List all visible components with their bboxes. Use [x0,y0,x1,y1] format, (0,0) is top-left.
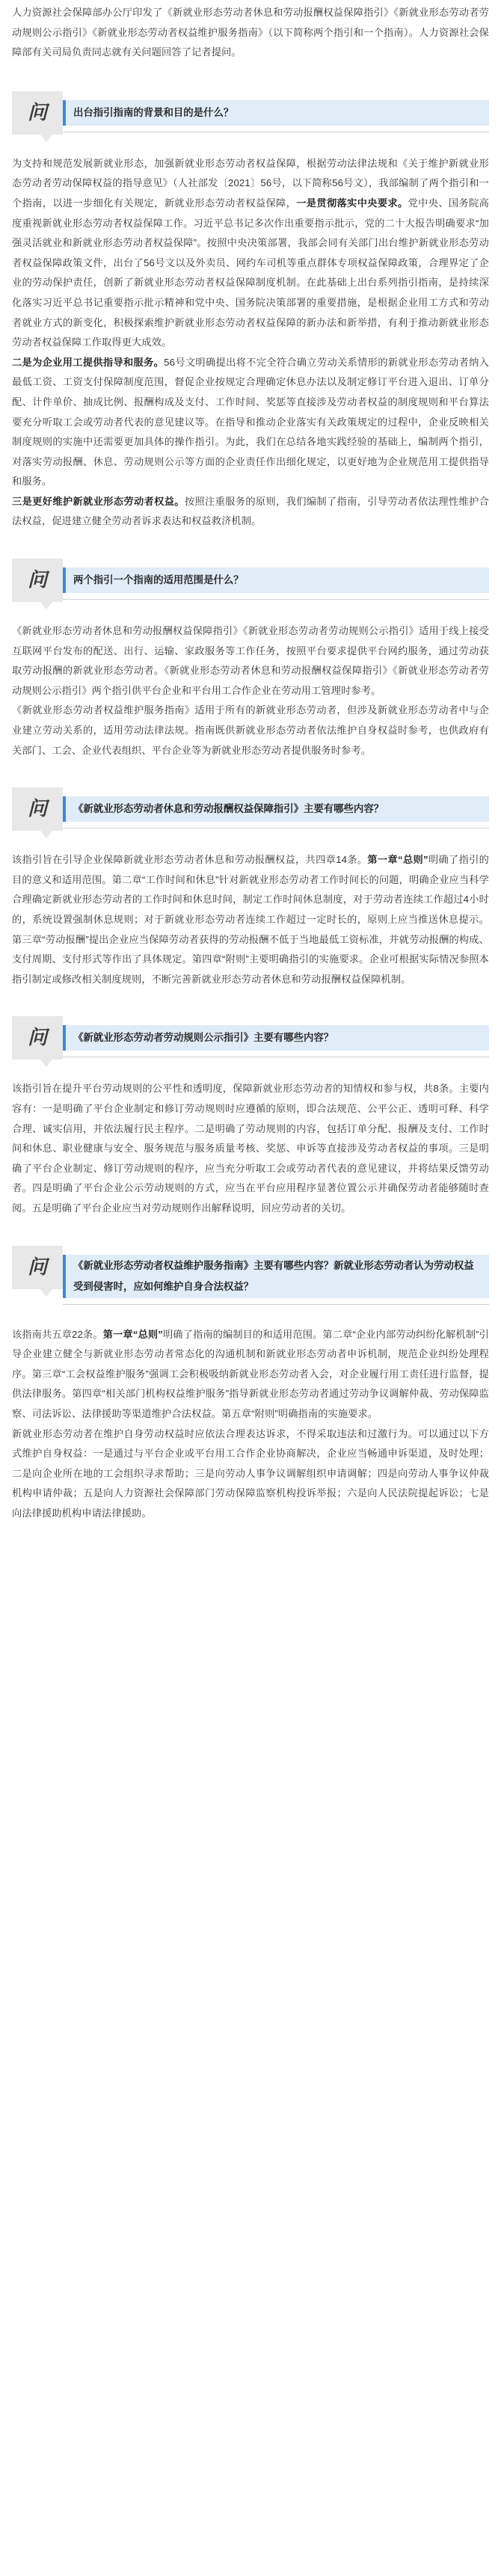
paragraph-emphasis: 三是更好维护新就业形态劳动者权益。 [12,495,185,507]
intro-paragraph: 人力资源社会保障部办公厅印发了《新就业形态劳动者休息和劳动报酬权益保障指引》《新就业形态劳动者劳动规则公示指引》《新就业形态劳动者权益维护服务指南》（以下简称两个指引和一个指南）。人力资源社会保障部有关司局负责同志就有关问题回答了记者提问。 [12,7,489,58]
section-title: 《新就业形态劳动者劳动规则公示指引》主要有哪些内容？ [73,1032,334,1044]
paragraph-text: 56号文明确提出将不完全符合确立劳动关系情形的新就业形态劳动者纳入最低工资、工资支付保障制度范围，督促企业按规定合理确定休息办法以及制定修订平台进入退出、订单分配、计件单价、抽成比例、报酬构成及支付、工作时间、奖惩等直接涉及劳动者权益的制度规则和平台算法要充分听取工会或劳动者代表的意见建议等。在指导和推动企业落实有关政策规定的过程中，企业反映相关制度规则的实施中还需要更加具体的操作指引。为此，我们在总结各地实践经验的基础上，编制两个指引，对落实劳动报酬、休息、劳动规则公示等方面的企业责任作出细化规定，以更好地为企业规范用工提供指导和服务。 [12,356,490,488]
question-marker-text: 问 [27,1027,47,1050]
section-spacer [0,1219,501,1238]
section-header [0,551,501,609]
paragraph-text: 党中央、国务院高度重视新就业形态劳动者权益保障工作。习近平总书记多次作出重要指示批示，党的二十大报告明确要求“加强灵活就业和新就业形态劳动者权益保障”。按照中央决策部署，我部会同有关部门出台维护新就业形态劳动者权益保障政策文件，出台了56号文以及外卖员、网约车司机等重点群体专项权益保障政策，合理界定了企业的劳动保护责任，创新了新就业形态劳动者权益保障制度机制。在此基础上出台系列指引指南，是持续深化落实习近平总书记重要指示批示精神和党中央、国务院决策部署的重要措施，是根据企业用工方式和劳动者就业方式的新变化，积极探索维护新就业形态劳动者权益保障的新办法和新举措，有利于推动新就业形态劳动者权益保障工作取得更大成效。 [12,197,489,348]
section-header [0,84,501,142]
paragraph-text: 《新就业形态劳动者权益维护服务指南》适用于所有的新就业形态劳动者，但涉及新就业形态劳动者中与企业建立劳动关系的，适用劳动法律法规。指南既供新就业形态劳动者依法维护自身权益时参考，也供政府有关部门、工会、企业代表组织、平台企业等为新就业形态劳动者提供服务时参考。 [12,704,489,756]
paragraph-text: 该指引旨在提升平台劳动规则的公平性和透明度，保障新就业形态劳动者的知情权和参与权，共8条。 [12,1083,459,1095]
body-paragraph [12,850,489,989]
paragraph-emphasis: 一是贯彻落实中央要求。 [296,197,408,209]
paragraph-text: 该指引旨在引导企业保障新就业形态劳动者休息和劳动报酬权益，共四章14条。 [12,854,368,866]
paragraph-text: 明确了指南的编制目的和适用范围。第二章“企业内部劳动纠纷化解机制”引导企业建立健全与新就业形态劳动者常态化的沟通机制和新就业形态劳动者申诉机制，规范企业纠纷处理程序。第三章“工会权益维护服务”强调工会积极吸纳新就业形态劳动者入会，对企业履行用工责任进行监督，提供法律服务。第四章“相关部门机构权益维护服务”指导新就业形态劳动者通过劳动争议调解仲裁、劳动保障监察、司法诉讼、法律援助等渠道维护合法权益。第五章“附则”明确指南的实施要求。 [12,1328,489,1419]
body-paragraph [12,1325,489,1424]
paragraph-emphasis: 第一章“总则” [102,1328,163,1340]
section-divider [63,1304,489,1305]
body-paragraph [12,353,489,492]
question-marker-text: 问 [27,101,47,124]
body-paragraph [12,154,489,353]
paragraph-emphasis: 第一章“总则” [367,854,428,866]
question-marker-icon [12,91,63,135]
section-divider [63,599,489,600]
paragraph-text: 《新就业形态劳动者休息和劳动报酬权益保障指引》《新就业形态劳动者劳动规则公示指引》适用于线上接受互联网平台发布的配送、出行、运输、家政服务等工作任务，按照平台要求提供平台网约服务，通过劳动获取劳动报酬的新就业形态劳动者。《新就业形态劳动者休息和劳动报酬权益保障指引》《新就业形态劳动者劳动规则公示指引》两个指引供平台企业和平台用工合作企业在劳动用工管理时参考。 [12,625,489,696]
question-marker-text: 问 [27,569,47,592]
section-title: 两个指引一个指南的适用范围是什么？ [73,574,244,586]
question-marker-text: 问 [27,1255,47,1279]
section-header [0,780,501,838]
paragraph-text: 新就业形态劳动者在维护自身劳动权益时应依法合理表达诉求，不得采取违法和过激行为。可以通过以下方式维护自身权益：一是通过与平台企业或平台用工合作企业协商解决，企业应当畅通申诉渠道，及时处理；二是向企业所在地的工会组织寻求帮助；三是向劳动人事争议调解组织申请调解；四是向劳动人事争议仲裁机构申请仲裁；五是向人力资源社会保障部门劳动保障监察机构投诉举报；六是向人民法院提起诉讼；七是向法律援助机构申请法律援助。 [12,1427,489,1519]
section-spacer [0,532,501,551]
body-paragraph [12,701,489,760]
paragraph-text: 按照注重服务的原则，我们编制了指南，引导劳动者依法理性维护合法权益，促进建立健全劳动者诉求表达和权益救济机制。 [12,495,489,527]
question-marker-icon [12,1016,63,1060]
section-spacer [0,989,501,1009]
section-header [0,1238,501,1313]
question-marker-icon [12,559,63,602]
section-title: 《新就业形态劳动者休息和劳动报酬权益保障指引》主要有哪些内容？ [73,803,384,815]
paragraph-text: 该指南共五章22条。 [12,1328,103,1340]
paragraph-text: 为支持和规范发展新就业形态，加强新就业形态劳动者权益保障，根据劳动法律法规和《关于维护新就业形态劳动者劳动保障权益的指导意见》（人社部发〔2021〕56号，以下简称56号文），我部编制了两个指引和一个指南，以进一步细化有关规定，新就业形态劳动者权益保障， [12,157,489,209]
question-marker-icon [12,787,63,831]
body-paragraph [12,1079,489,1218]
question-marker-text: 问 [27,798,47,821]
section-title: 出台指引指南的背景和目的是什么？ [73,106,234,118]
paragraph-text: 明确了指引的目的意义和适用范围。第二章“工作时间和休息”针对新就业形态劳动者工作时间长的问题，明确企业应当科学合理确定新就业形态劳动者的工作时间和休息时间，制定工作时间休息制度，对于劳动者连续工作超过4小时的，系统设置强制休息规则；对于新就业形态劳动者连续工作超过一定时长的，原则上应当推送休息提示。第三章“劳动报酬”提出企业应当保障劳动者获得的劳动报酬不低于当地最低工资标准，并就劳动报酬的构成、支付周期、支付形式等作出了具体规定。第四章“附则”主要明确指引的实施要求。企业可根据实际情况参照本指引制定或修改相关制度规则，不断完善新就业形态劳动者休息和劳动报酬权益保障机制。 [12,854,489,985]
paragraph-emphasis: 二是为企业用工提供指导和服务。 [12,356,165,368]
section-divider [63,828,489,829]
paragraph-text: 主要内容有：一是明确了平台企业制定和修订劳动规则时应遵循的原则，即合法规范、公平公正、透明可释、科学合理、诚实信用，并依法履行民主程序。二是明确了劳动规则的内容，包括订单分配、报酬及支付、工作时间和休息、职业健康与安全、服务规范与服务质量考核、奖惩、申诉等直接涉及劳动者权益的事项。三是明确了平台企业制定、修订劳动规则的程序，应当充分听取工会或劳动者代表的意见建议，并将结果反馈劳动者。四是明确了平台企业公示劳动规则的方式，应当在平台应用程序显著位置公示并确保劳动者能够随时查阅。五是明确了平台企业应当对劳动规则作出解释说明，回应劳动者的关切。 [12,1083,489,1214]
body-paragraph [12,621,489,701]
sections-container [0,84,501,1543]
body-paragraph [12,1424,489,1524]
body-paragraph [12,492,489,532]
section-spacer [0,760,501,780]
section-spacer [0,1523,501,1543]
question-marker-icon [12,1246,63,1289]
section-header [0,1009,501,1067]
section-title: 《新就业形态劳动者权益维护服务指南》主要有哪些内容？新就业形态劳动者认为劳动权益受到侵害时，应如何维护自身合法权益？ [73,1259,474,1292]
